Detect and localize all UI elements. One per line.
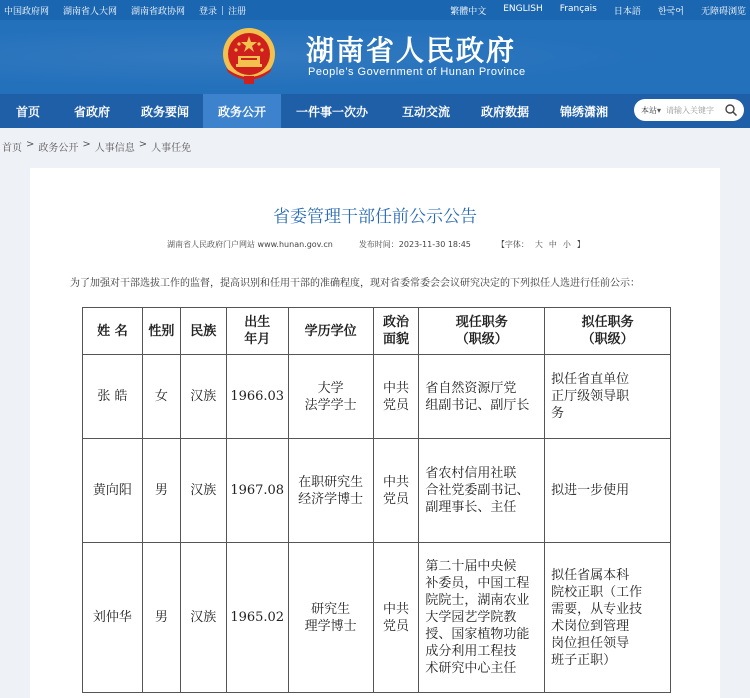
cell-line: 术研究中心主任 <box>425 661 517 676</box>
cell-ethnicity: 汉族 <box>180 355 226 439</box>
lang-french[interactable]: Français <box>559 4 597 14</box>
nav-one-thing[interactable]: 一件事一次办 <box>296 105 369 119</box>
cell-line: 大学园艺学院教 <box>425 610 517 625</box>
cell-ethnicity: 汉族 <box>180 543 226 693</box>
lang-japanese[interactable]: 日本語 <box>613 7 641 17</box>
breadcrumb-appointments[interactable]: 人事任免 <box>151 143 192 154</box>
cell-politics <box>373 439 419 543</box>
cell-education <box>288 439 373 543</box>
site-title-en: People’s Government of Hunan Province <box>308 66 526 78</box>
top-links-left <box>4 4 246 17</box>
cell-line: 班子正职） <box>551 652 617 668</box>
top-link-npc[interactable]: 湖南省人大网 <box>63 7 118 17</box>
search-box[interactable] <box>634 99 744 121</box>
cell-line: 术岗位到管理 <box>551 618 630 634</box>
article-meta <box>167 239 585 250</box>
accessibility-link[interactable]: 无障碍浏览 <box>700 7 746 17</box>
cell-proposed <box>545 439 671 543</box>
site-header <box>0 20 750 94</box>
article-intro: 为了加强对干部选拔工作的监督，提高识别和任用干部的准确程度，现对省委常委会会议研究决定的下列拟任人选进行任前公示： <box>70 278 640 289</box>
cell-line: 第二十届中央候 <box>425 559 517 574</box>
header-current-line: （职级） <box>455 332 508 347</box>
cell-proposed <box>545 355 671 439</box>
cell-line: 党员 <box>382 491 409 507</box>
lang-traditional[interactable]: 繁體中文 <box>450 7 487 17</box>
font-size-small[interactable]: 小 <box>562 240 571 249</box>
cell-line: 在职研究生 <box>298 474 364 490</box>
login-link[interactable]: 登录 <box>199 7 218 17</box>
cell-proposed <box>545 543 671 693</box>
nav-home[interactable]: 首页 <box>16 105 41 119</box>
cell-line: 大学 <box>317 380 344 396</box>
cell-line: 正厅级领导职 <box>551 389 630 404</box>
font-size-medium[interactable]: 中 <box>548 240 557 249</box>
header-name: 姓 名 <box>83 308 143 355</box>
cell-line: 合社党委副书记、 <box>425 483 530 498</box>
cell-line: 省农村信用社联 <box>425 466 517 481</box>
article-published: 发布时间：2023-11-30 18:45 <box>358 240 471 249</box>
breadcrumb-sep: > <box>82 139 91 150</box>
header-birth <box>226 308 288 355</box>
cell-line: 补委员，中国工程 <box>425 576 530 591</box>
top-bar <box>0 0 750 20</box>
cell-line: 中共 <box>382 380 409 396</box>
cell-line: 院院士，湖南农业 <box>425 593 530 608</box>
header-education: 学历学位 <box>288 308 373 355</box>
cell-politics <box>373 355 419 439</box>
cell-current <box>419 439 545 543</box>
cell-line: 拟任省直单位 <box>551 372 630 387</box>
breadcrumb-sep: > <box>26 139 35 150</box>
nav-interaction[interactable]: 互动交流 <box>402 105 451 119</box>
nav-gov-affairs[interactable]: 政务公开 <box>218 105 267 119</box>
top-link-gov[interactable]: 中国政府网 <box>4 7 50 17</box>
search-icon[interactable] <box>724 103 738 117</box>
cell-line: 需要，从专业技 <box>551 601 643 617</box>
nav-provincial-gov[interactable]: 省政府 <box>74 105 111 119</box>
lang-english[interactable]: ENGLISH <box>503 4 543 14</box>
cell-current <box>419 543 545 693</box>
cell-line: 成分利用工程技 <box>425 644 517 659</box>
font-size-switcher <box>497 239 585 250</box>
cell-name: 张 皓 <box>83 355 143 439</box>
breadcrumb-home[interactable]: 首页 <box>2 143 22 154</box>
cell-line: 岗位担任领导 <box>551 635 630 651</box>
cell-line: 经济学博士 <box>298 491 364 507</box>
header-proposed-line: （职级） <box>581 332 634 347</box>
cell-gender: 男 <box>142 439 180 543</box>
table-row <box>83 355 671 439</box>
login-register <box>199 4 246 17</box>
header-ethnicity: 民族 <box>180 308 226 355</box>
cell-line: 中共 <box>382 474 409 490</box>
font-size-large[interactable]: 大 <box>534 240 543 249</box>
table-row <box>83 543 671 693</box>
cell-line: 党员 <box>382 618 409 634</box>
cell-line: 组副书记、副厅长 <box>425 397 530 413</box>
cell-birth: 1965.02 <box>226 543 288 693</box>
font-size-label: 【字体： <box>496 240 529 249</box>
table-row <box>83 439 671 543</box>
cell-education <box>288 543 373 693</box>
header-current <box>419 308 545 355</box>
header-gender: 性别 <box>142 308 180 355</box>
nav-news[interactable]: 政务要闻 <box>141 105 190 119</box>
breadcrumb-sep: > <box>138 139 148 150</box>
cell-education <box>288 355 373 439</box>
cell-gender: 女 <box>142 355 180 439</box>
header-politics-line: 面貌 <box>382 332 409 347</box>
header-politics-line: 政治 <box>382 315 409 330</box>
header-proposed-line: 拟任职务 <box>581 315 634 330</box>
cell-line: 授、国家植物功能 <box>425 627 530 642</box>
header-politics <box>373 308 419 355</box>
cell-line: 研究生 <box>311 601 351 617</box>
breadcrumb <box>2 139 191 154</box>
register-link[interactable]: 注册 <box>228 7 247 17</box>
header-birth-line: 出生 <box>244 315 271 330</box>
nav-gov-data[interactable]: 政府数据 <box>481 105 530 119</box>
cell-gender: 男 <box>142 543 180 693</box>
cell-name: 刘仲华 <box>83 543 143 693</box>
font-size-close: 】 <box>576 240 585 249</box>
login-separator: | <box>221 5 225 16</box>
top-links-right <box>450 4 746 17</box>
cell-line: 省自然资源厅党 <box>425 380 517 396</box>
article-container <box>30 168 720 698</box>
cell-ethnicity: 汉族 <box>180 439 226 543</box>
table-header-row <box>83 308 671 355</box>
header-proposed <box>545 308 671 355</box>
search-scope-arrow[interactable]: ▾ <box>657 105 662 115</box>
lang-korean[interactable]: 한국어 <box>657 7 684 17</box>
cell-name: 黄向阳 <box>83 439 143 543</box>
cell-birth: 1966.03 <box>226 355 288 439</box>
cell-birth: 1967.08 <box>226 439 288 543</box>
header-current-line: 现任职务 <box>455 315 508 330</box>
cell-line: 理学博士 <box>304 618 357 634</box>
search-scope[interactable]: 本站 <box>641 105 657 115</box>
article-title: 省委管理干部任前公示公告 <box>273 207 477 227</box>
article-source: 湖南省人民政府门户网站 www.hunan.gov.cn <box>167 240 333 249</box>
cell-line: 中共 <box>382 601 409 617</box>
cell-line: 院校正职（工作 <box>551 584 643 600</box>
cell-current <box>419 355 545 439</box>
breadcrumb-gov-affairs[interactable]: 政务公开 <box>38 143 79 154</box>
cell-politics <box>373 543 419 693</box>
header-birth-line: 年月 <box>244 332 271 347</box>
top-link-cppcc[interactable]: 湖南省政协网 <box>131 7 186 17</box>
search-input[interactable]: 请输入关键字 <box>666 105 715 115</box>
cell-line: 务 <box>551 406 565 421</box>
site-title-cn: 湖南省人民政府 <box>306 34 517 67</box>
cell-line: 拟进一步使用 <box>551 483 630 498</box>
nav-hunan-scenery[interactable]: 锦绣潇湘 <box>560 105 609 119</box>
breadcrumb-personnel[interactable]: 人事信息 <box>94 143 135 154</box>
appointee-table <box>82 307 671 693</box>
cell-line: 拟任省属本科 <box>551 567 630 583</box>
national-emblem-icon <box>220 26 278 86</box>
cell-line: 法学学士 <box>304 397 357 413</box>
cell-line: 党员 <box>382 397 409 413</box>
cell-line: 副理事长、主任 <box>425 500 517 515</box>
